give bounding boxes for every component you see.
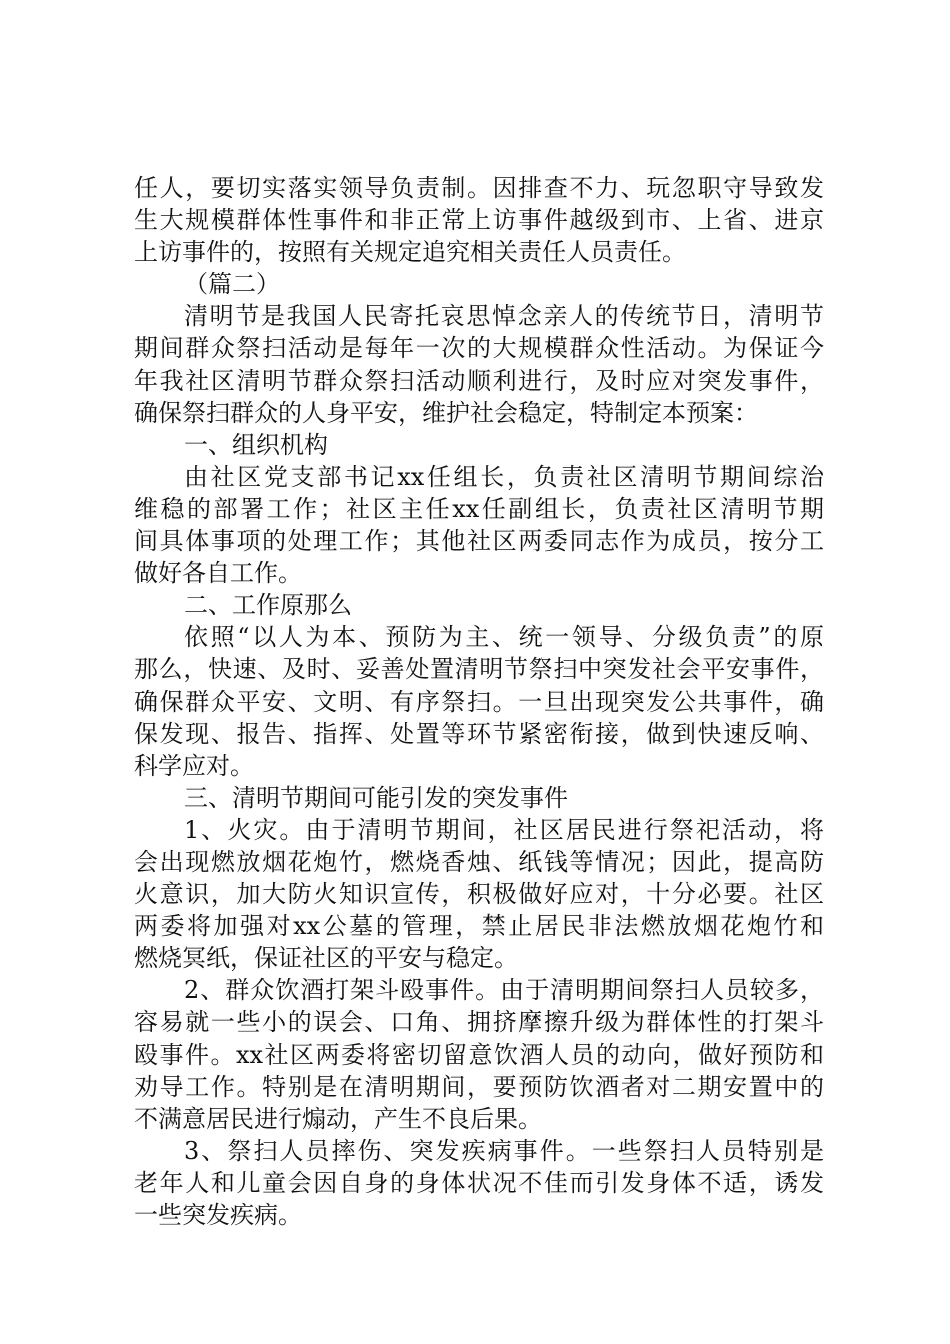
text-line: 保发现、报告、指挥、处置等环节紧密衔接，做到快速反响、 (134, 719, 824, 748)
paragraph-first-line: 由社区党支部书记xx任组长，负责社区清明节期间综治 (184, 462, 824, 491)
text-line: 年我社区清明节群众祭扫活动顺利进行，及时应对突发事件， (134, 366, 824, 395)
section-heading: 二、工作原那么 (184, 591, 352, 620)
text-line: 确保祭扫群众的人身平安，维护社会稳定，特制定本预案： (134, 398, 758, 427)
paragraph-first-line: 1、火灾。由于清明节期间，社区居民进行祭祀活动，将 (184, 815, 824, 844)
text-line: 一些突发疾病。 (134, 1201, 302, 1229)
text-line: 火意识，加大防火知识宣传，积极做好应对，十分必要。社区 (134, 880, 824, 909)
section-heading: （篇二） (184, 270, 280, 299)
section-heading: 三、清明节期间可能引发的突发事件 (184, 783, 568, 812)
section-heading: 一、组织机构 (184, 430, 328, 459)
paragraph-first-line: 依照“以人为本、预防为主、统一领导、分级负责”的原 (184, 623, 824, 652)
text-line: 那么，快速、及时、妥善处置清明节祭扫中突发社会平安事件， (134, 655, 824, 684)
paragraph-first-line: 清明节是我国人民寄托哀思悼念亲人的传统节日，清明节 (184, 302, 824, 331)
text-line: 劝导工作。特别是在清明期间，要预防饮酒者对二期安置中的 (134, 1072, 824, 1101)
text-line: 期间群众祭扫活动是每年一次的大规模群众性活动。为保证今 (134, 334, 824, 363)
text-line: 确保群众平安、文明、有序祭扫。一旦出现突发公共事件，确 (134, 687, 824, 716)
text-line: 会出现燃放烟花炮竹，燃烧香烛、纸钱等情况；因此，提高防 (134, 847, 824, 876)
text-line: 科学应对。 (134, 751, 254, 780)
document-body (134, 172, 824, 1231)
text-line: 上访事件的，按照有关规定追究相关责任人员责任。 (134, 238, 686, 267)
text-line: 维稳的部署工作；社区主任xx任副组长，负责社区清明节期 (134, 494, 824, 523)
text-line: 燃烧冥纸，保证社区的平安与稳定。 (134, 944, 518, 973)
paragraph-first-line: 2、群众饮酒打架斗殴事件。由于清明期间祭扫人员较多， (184, 976, 824, 1005)
text-line: 做好各自工作。 (134, 559, 302, 588)
text-line: 任人，要切实落实领导负责制。因排查不力、玩忽职守导致发 (134, 174, 824, 202)
text-line: 容易就一些小的误会、口角、拥挤摩擦升级为群体性的打架斗 (134, 1008, 824, 1037)
text-line: 生大规模群体性事件和非正常上访事件越级到市、上省、进京 (134, 206, 824, 235)
text-line: 老年人和儿童会因自身的身体状况不佳而引发身体不适，诱发 (134, 1168, 824, 1197)
text-line: 两委将加强对xx公墓的管理，禁止居民非法燃放烟花炮竹和 (134, 912, 824, 941)
text-line: 间具体事项的处理工作；其他社区两委同志作为成员，按分工 (134, 527, 824, 556)
text-line: 不满意居民进行煽动，产生不良后果。 (134, 1104, 542, 1133)
text-line: 殴事件。xx社区两委将密切留意饮酒人员的动向，做好预防和 (134, 1040, 824, 1069)
paragraph-first-line: 3、祭扫人员摔伤、突发疾病事件。一些祭扫人员特别是 (184, 1136, 824, 1165)
